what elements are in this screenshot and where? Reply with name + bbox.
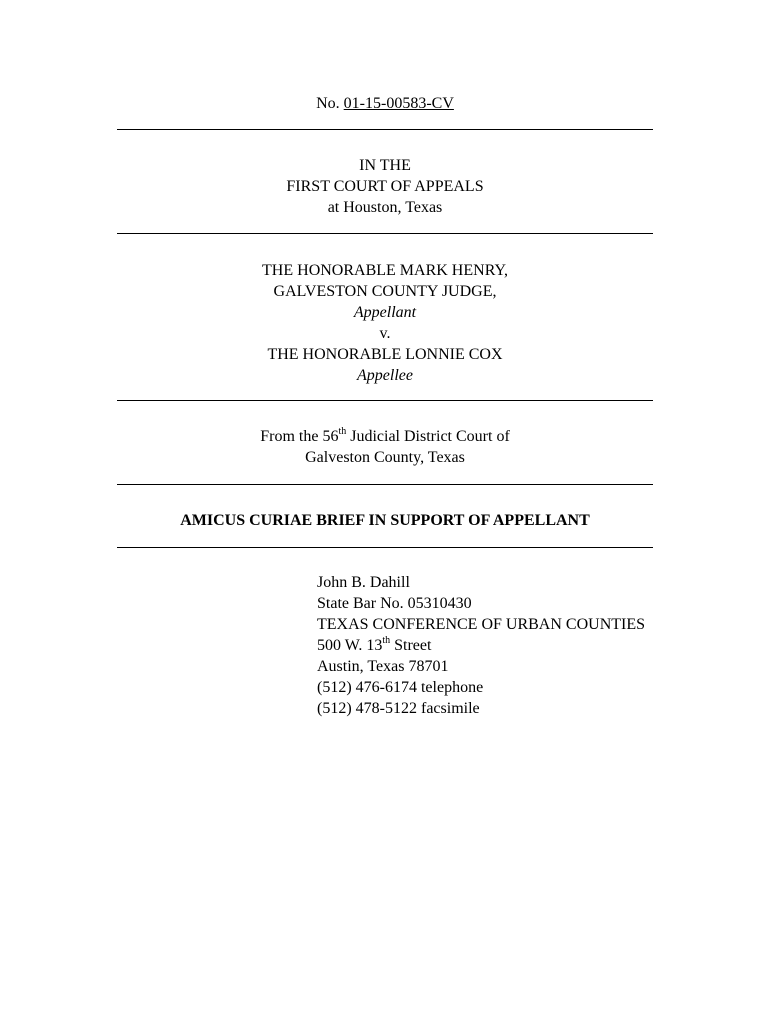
counsel-phone: (512) 476-6174 telephone bbox=[317, 679, 484, 696]
appellee-name: THE HONORABLE LONNIE COX bbox=[267, 346, 503, 363]
court-location: at Houston, Texas bbox=[327, 199, 443, 216]
origin-pre: From the 56 bbox=[260, 428, 339, 445]
divider-2 bbox=[117, 233, 653, 234]
versus: v. bbox=[379, 325, 391, 342]
counsel-bar-number: State Bar No. 05310430 bbox=[317, 595, 472, 612]
counsel-fax: (512) 478-5122 facsimile bbox=[317, 700, 480, 717]
court-line-1: IN THE bbox=[359, 157, 411, 174]
divider-1 bbox=[117, 129, 653, 130]
appellee-role: Appellee bbox=[357, 367, 413, 384]
divider-3 bbox=[117, 400, 653, 401]
counsel-name: John B. Dahill bbox=[317, 574, 410, 591]
appellant-title: GALVESTON COUNTY JUDGE, bbox=[273, 283, 497, 300]
court-name: FIRST COURT OF APPEALS bbox=[286, 178, 484, 195]
counsel-street bbox=[317, 635, 431, 656]
case-number: 01-15-00583-CV bbox=[343, 95, 454, 112]
brief-title: AMICUS CURIAE BRIEF IN SUPPORT OF APPELLANT bbox=[180, 512, 590, 529]
appellant-name: THE HONORABLE MARK HENRY, bbox=[262, 262, 508, 279]
counsel-city: Austin, Texas 78701 bbox=[317, 658, 449, 675]
origin-sup: th bbox=[338, 425, 347, 437]
case-number-line bbox=[0, 93, 770, 114]
divider-5 bbox=[117, 547, 653, 548]
origin-post: Judicial District Court of bbox=[346, 428, 510, 445]
origin-line-2: Galveston County, Texas bbox=[305, 449, 465, 466]
case-number-prefix: No. bbox=[316, 95, 340, 112]
street-post: Street bbox=[390, 637, 432, 654]
divider-4 bbox=[117, 484, 653, 485]
street-pre: 500 W. 13 bbox=[317, 637, 383, 654]
street-sup: th bbox=[382, 634, 391, 646]
origin-line-1 bbox=[0, 426, 770, 447]
appellant-role: Appellant bbox=[353, 304, 417, 321]
counsel-organization: TEXAS CONFERENCE OF URBAN COUNTIES bbox=[317, 616, 646, 633]
